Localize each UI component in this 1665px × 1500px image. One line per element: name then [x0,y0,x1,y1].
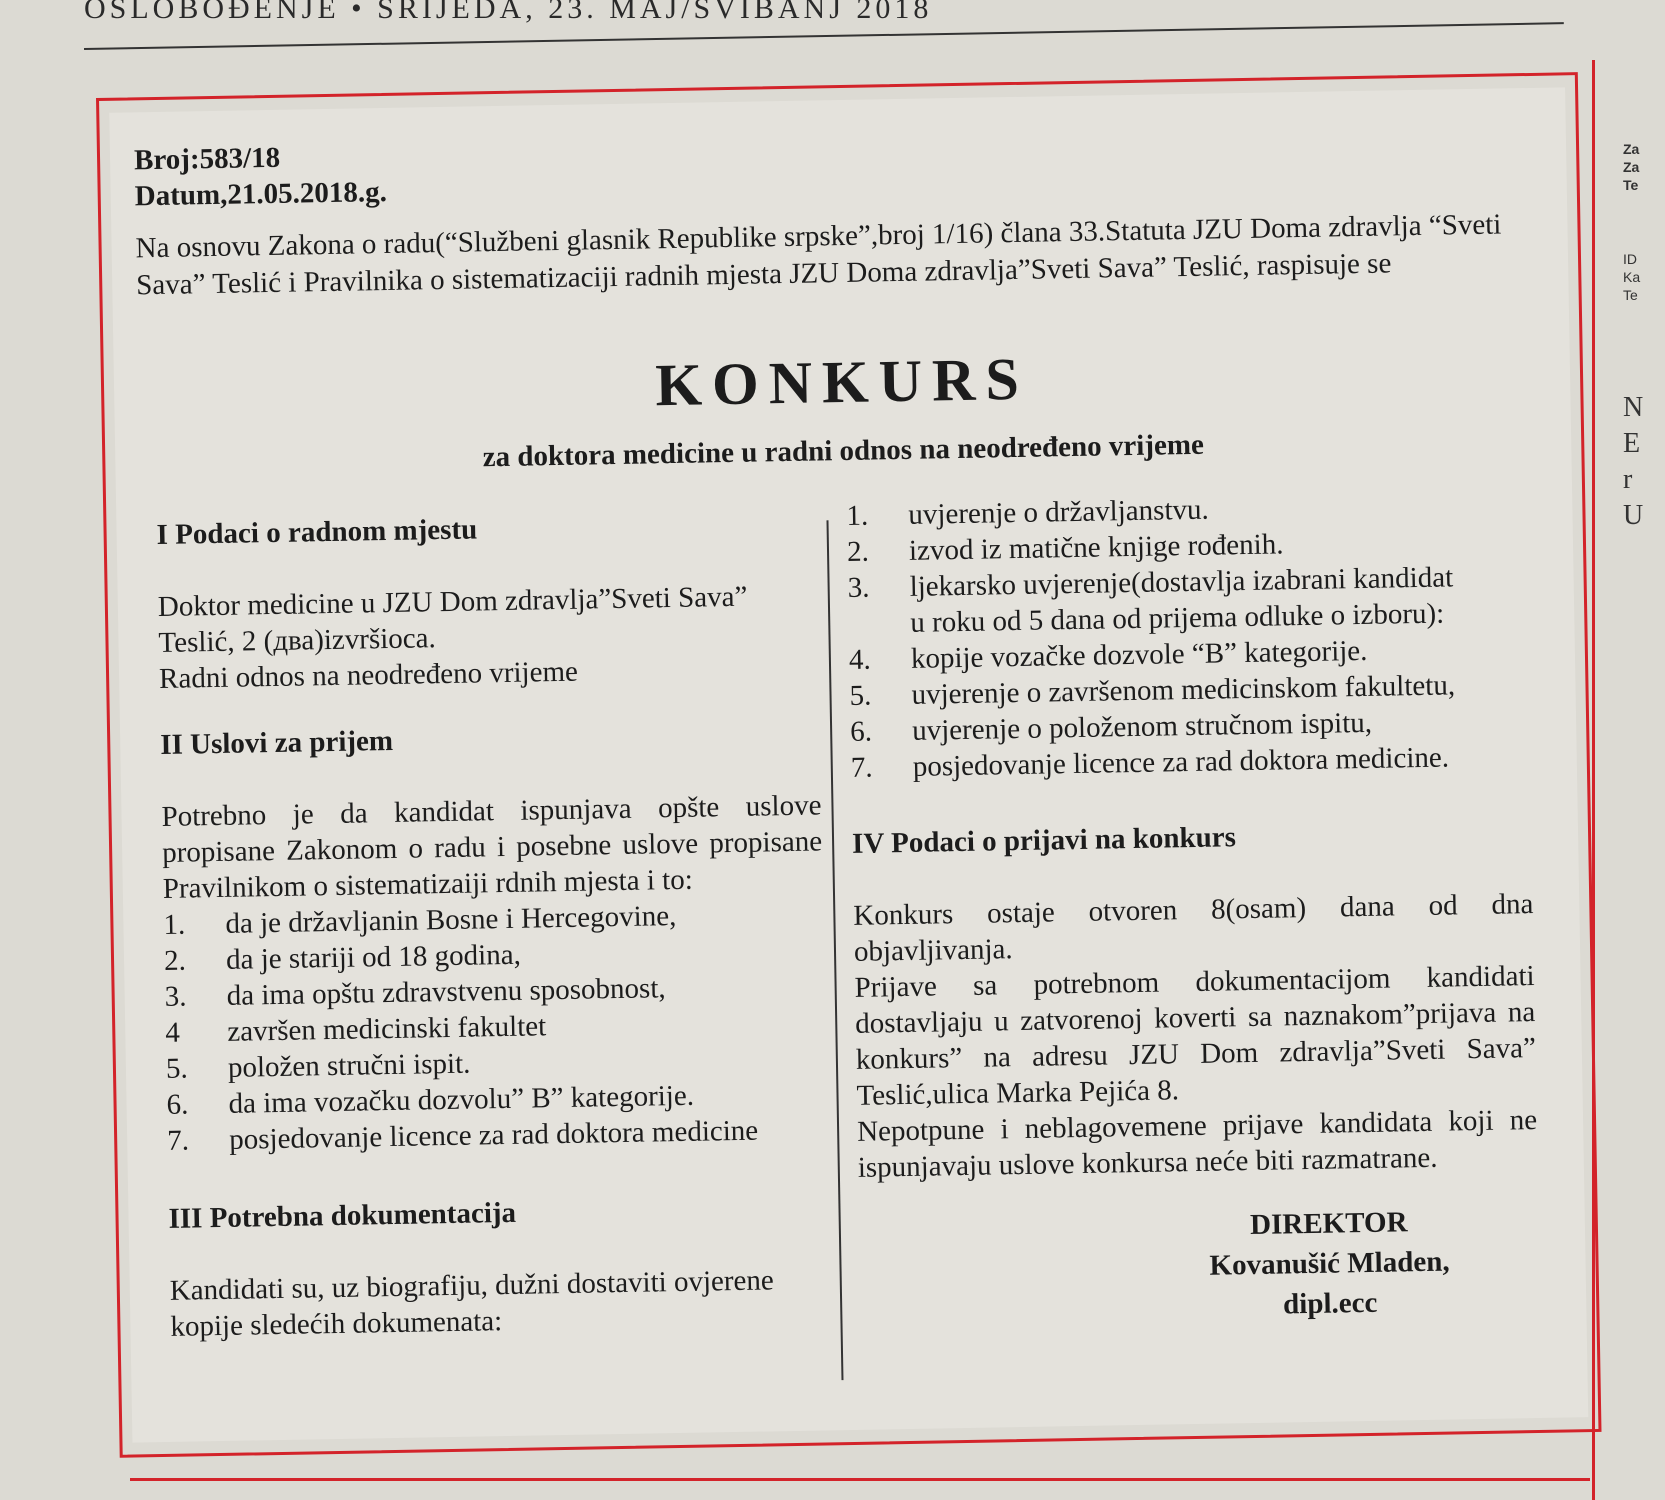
masthead-text: OSLOBOĐENJE • SRIJEDA, 23. MAJ/SVIBANJ 2018 [84,0,933,25]
position-line-2: Teslić, 2 (два)izvršioca. [158,622,437,659]
list-item: 4. kopije vozačke dozvole “B” kategorije. [848,634,1368,676]
conditions-list [163,895,827,1158]
list-item: 3. ljekarsko uvjerenje(dostavlja izabrani kandidat [847,561,1454,604]
adjacent-ad-fragment [1592,60,1665,1500]
reference-block [134,138,387,214]
ad-subtitle: za doktora medicine u radni odnos na neodređeno vrijeme [482,428,1205,474]
signature-name: Kovanušić Mladen, [1209,1245,1450,1282]
fragment-line: Te [1623,177,1639,193]
position-line-1: Doktor medicine u JZU Dom zdravlja”Sveti Sava” [157,580,748,623]
job-ad-body [109,87,1588,1442]
list-item: 2. da je stariji od 18 godina, [163,938,522,977]
left-column [156,505,830,1344]
position-line-3: Radni odnos na neodređeno vrijeme [158,655,579,695]
list-item: 2. izvod iz matične knjige rođenih. [846,528,1284,568]
list-item: 5. uvjerenje o završenom medicinskom fakultetu, [849,669,1456,712]
intro-paragraph: Na osnovu Zakona o radu(“Službeni glasnik Republike srpske”,broj 1/16) člana 33.Statuta JZU Doma zdravlja “Sveti Sava” Teslić i Pravilnika o sistematizaciji radnih mjesta JZU Doma zdravlja”Sveti Sava” Teslić, raspisuje se [135,208,1502,302]
incomplete-applications-note: Nepotpune i neblagovemene prijave kandidata koji ne ispunjavaju uslove konkursa neće biti razmatrane. [856,1104,1538,1184]
fragment-line: Ka [1623,269,1641,285]
list-item: 6. da ima vozačku dozvolu” B” kategorije. [166,1079,695,1121]
fragment-line: Te [1623,287,1638,303]
section-4-heading: IV Podaci o prijavi na konkurs [851,821,1237,860]
signature-block [859,1200,1541,1332]
list-item: 5. položen stručni ispit. [165,1047,471,1085]
fragment-line: Za [1623,141,1640,157]
conditions-intro: Potrebno je da kandidat ispunjava opšte uslove propisane Zakonom o radu i posebne uslove propisane Pravilnikom o sistematizaiji rdnih mjesta i to: [161,789,823,905]
fragment-line: U [1623,500,1644,531]
list-item: 3. da ima opštu zdravstvenu sposobnost, [164,972,666,1013]
list-item-continuation: u roku od 5 dana od prijema odluke o izboru): [910,597,1445,639]
list-item: 1. uvjerenje o državljanstvu. [846,493,1210,532]
list-item: 6. uvjerenje o položenom stručnom ispitu, [849,706,1373,748]
list-item: 4 završen medicinski fakultet [165,1010,547,1049]
application-deadline: Konkurs ostaje otvoren 8(osam) dana od dna objavljivanja. [853,888,1534,968]
application-instructions: Prijave sa potrebnom dokumentacijom kandidati dostavljaju u zatvorenoj koverti sa naznakom”prijava na konkurs” na adresu JZU Dom zdravlja”Sveti Sava” Teslić,ulica Marka Pejića 8. [854,960,1537,1112]
fragment-line: E [1623,428,1641,459]
section-2-heading: II Uslovi za prijem [160,724,394,761]
signature-degree: dipl.ecc [1282,1286,1378,1321]
job-ad-frame [96,72,1602,1458]
list-item: 7. posjedovanje licence za rad doktora medicine [166,1114,759,1157]
documents-intro: Kandidati su, uz biografiju, dužni dostaviti ovjerene kopije sledećih dokumenata: [169,1264,775,1343]
ad-title: KONKURS [654,345,1030,419]
fragment-line: ID [1623,251,1637,267]
right-column [846,486,1540,1332]
fragment-line: Za [1623,159,1640,175]
reference-number: Broj:583/18 [133,141,281,177]
documents-list [846,486,1531,786]
fragment-line: N [1623,392,1644,423]
signature-role: DIREKTOR [1249,1206,1408,1242]
list-item: 7. posjedovanje licence za rad doktora medicine. [850,741,1450,784]
list-item: 1. da je državljanin Bosne i Hercegovine, [163,899,677,941]
fragment-line: r [1623,464,1633,495]
reference-date: Datum,21.05.2018.g. [134,175,388,213]
next-ad-border [130,1478,1590,1481]
section-1-heading: I Podaci o radnom mjestu [156,513,478,552]
section-3-heading: III Potrebna dokumentacija [168,1196,517,1235]
